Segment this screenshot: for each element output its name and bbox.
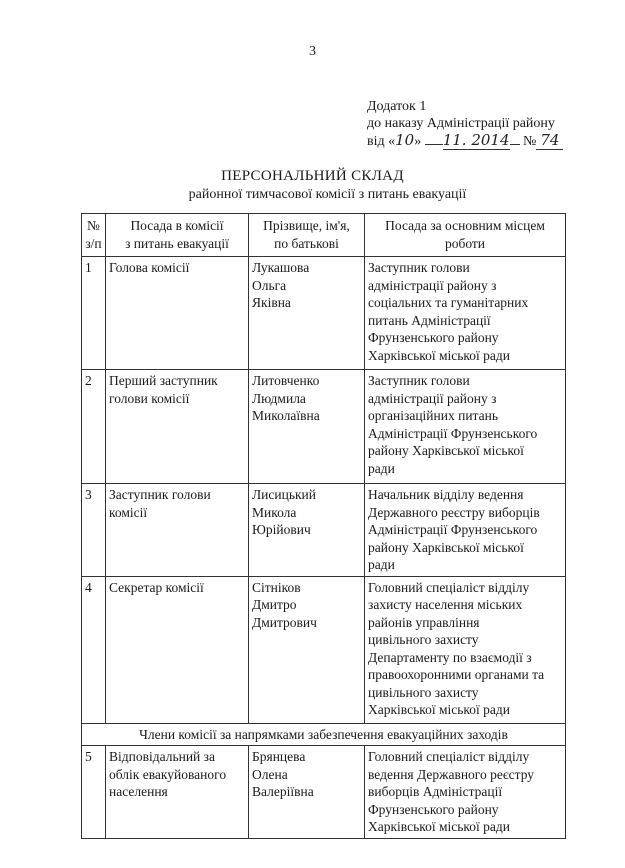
page-number: 3 <box>309 44 316 59</box>
row-role: Перший заступник голови комісії <box>106 370 249 484</box>
table-row <box>82 257 566 370</box>
table-row <box>82 484 566 577</box>
appendix-order-ref: до наказу Адміністрації району <box>367 116 555 131</box>
document-subtitle: районної тимчасової комісії з питань евакуації <box>188 187 467 202</box>
row-number: 1 <box>82 257 106 370</box>
row-number: 4 <box>82 576 106 723</box>
row-name: Лукашова Ольга Яківна <box>249 257 365 370</box>
appendix-block <box>367 98 563 150</box>
row-name: Сітніков Дмитро Дмитрович <box>249 576 365 723</box>
appendix-title: Додаток 1 <box>367 99 427 114</box>
order-number: 74 <box>536 131 563 150</box>
row-name: Лисицький Микола Юрійович <box>249 484 365 577</box>
date-month-year: 11. 2014 <box>442 131 510 149</box>
row-name: Литовченко Людмила Миколаївна <box>249 370 365 484</box>
number-prefix: № <box>523 134 537 149</box>
row-position: Головний спеціаліст відділу захисту населення міських районів управління цивільного захисту Департаменту по взаємодії з правоохоронними органами та цивільного захисту Харківської міської ради <box>365 576 566 723</box>
row-name: Брянцева Олена Валеріївна <box>249 746 365 839</box>
document-heading <box>0 168 625 203</box>
header-full-name: Прізвище, ім'я, по батькові <box>249 214 365 257</box>
section-row <box>82 723 566 746</box>
date-day: 10 <box>395 131 415 149</box>
table-header-row <box>82 214 566 257</box>
header-main-position: Посада за основним місцем роботи <box>365 214 566 257</box>
row-role: Голова комісії <box>106 257 249 370</box>
table-row <box>82 576 566 723</box>
row-role: Заступник голови комісії <box>106 484 249 577</box>
row-position: Заступник голови адміністрації району з соціальних та гуманітарних питань Адміністрації Фрунзенського району Харківської міської ради <box>365 257 566 370</box>
header-number: № з/п <box>82 214 106 257</box>
table-row <box>82 746 566 839</box>
document-title: ПЕРСОНАЛЬНИЙ СКЛАД <box>221 168 404 184</box>
commission-table <box>81 213 566 839</box>
row-position: Начальник відділу ведення Державного реєстру виборців Адміністрації Фрунзенського району Харківської міської ради <box>365 484 566 577</box>
row-role: Відповідальний за облік евакуйованого населення <box>106 746 249 839</box>
row-number: 3 <box>82 484 106 577</box>
row-position: Головний спеціаліст відділу ведення Державного реєстру виборців Адміністрації Фрунзенського району Харківської міської ради <box>365 746 566 839</box>
table-row <box>82 370 566 484</box>
date-mid: » <box>414 134 422 149</box>
row-number: 5 <box>82 746 106 839</box>
header-commission-role: Посада в комісії з питань евакуації <box>106 214 249 257</box>
date-prefix: від « <box>367 134 396 149</box>
row-role: Секретар комісії <box>106 576 249 723</box>
section-heading: Члени комісії за напрямками забезпечення евакуаційних заходів <box>82 723 566 746</box>
row-number: 2 <box>82 370 106 484</box>
appendix-date-line <box>367 132 563 150</box>
row-position: Заступник голови адміністрації району з організаційних питань Адміністрації Фрунзенського району Харківської міської ради <box>365 370 566 484</box>
